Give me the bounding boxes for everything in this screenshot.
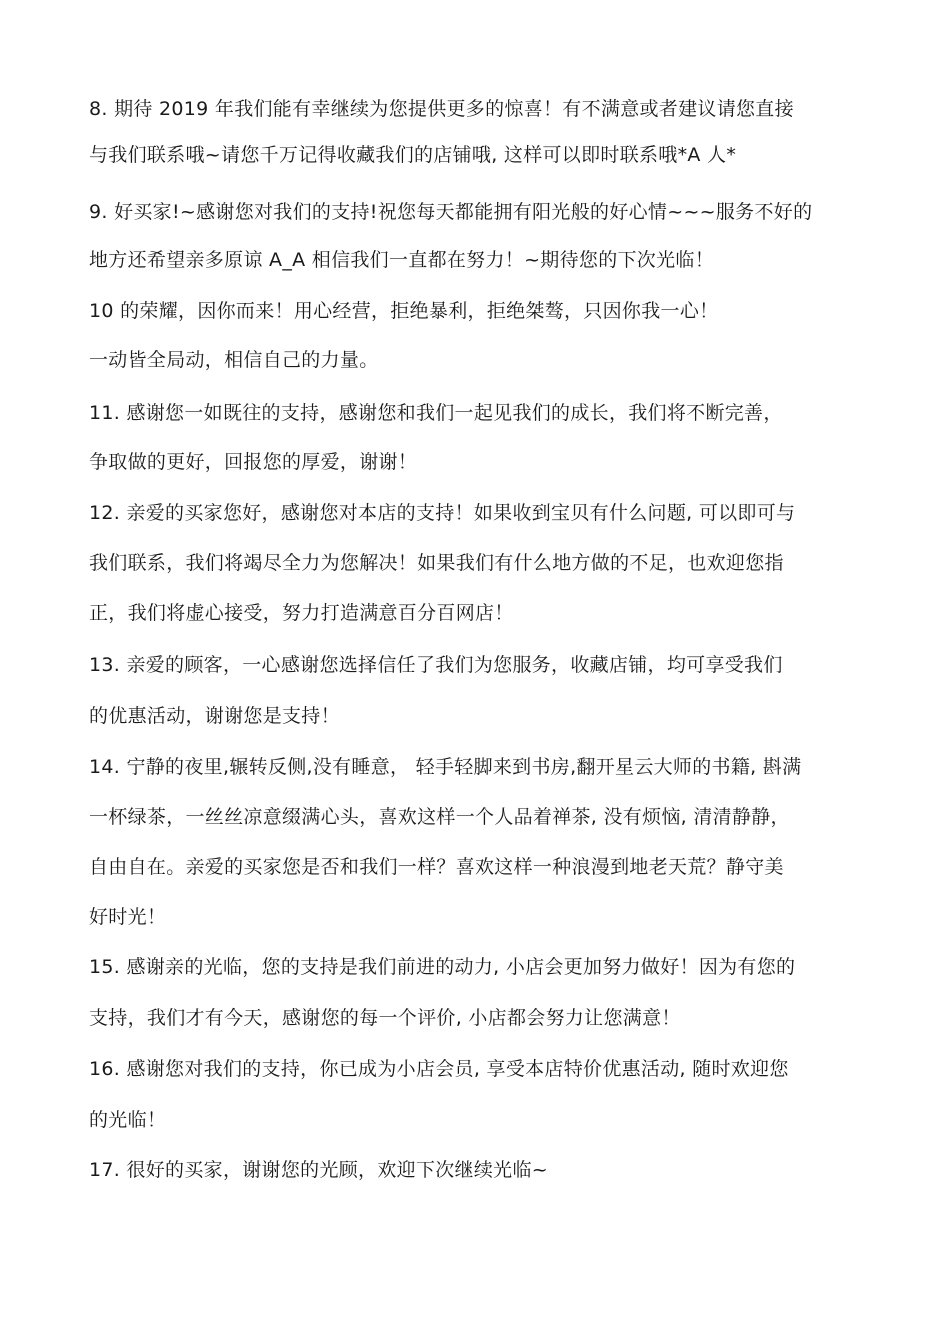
text-line: 正，我们将虚心接受，努力打造满意百分百网店！ [89, 602, 514, 624]
text-line: 16. 感谢您对我们的支持，你已成为小店会员, 享受本店特价优惠活动, 随时欢迎您 [89, 1058, 789, 1080]
text-line: 11. 感谢您一如既往的支持，感谢您和我们一起见我们的成长，我们将不断完善， [89, 402, 783, 424]
text-line: 自由自在。亲爱的买家您是否和我们一样？喜欢这样一种浪漫到地老天荒？静守美 [89, 856, 784, 878]
text-line: 12. 亲爱的买家您好，感谢您对本店的支持！如果收到宝贝有什么问题, 可以即可与 [89, 502, 796, 524]
text-line: 好时光！ [89, 906, 167, 928]
text-line: 17. 很好的买家，谢谢您的光顾，欢迎下次继续光临~ [89, 1159, 548, 1181]
text-line: 一杯绿茶，一丝丝凉意缀满心头，喜欢这样一个人品着禅茶, 没有烦恼, 清清静静， [89, 806, 790, 828]
text-line: 支持，我们才有今天，感谢您的每一个评价, 小店都会努力让您满意！ [89, 1007, 681, 1029]
text-line: 一动皆全局动，相信自己的力量。 [89, 349, 379, 371]
text-line: 我们联系，我们将竭尽全力为您解决！如果我们有什么地方做的不足，也欢迎您指 [89, 552, 784, 574]
text-line: 10 的荣耀，因你而来！用心经营，拒绝暴利，拒绝桀骜，只因你我一心！ [89, 300, 719, 322]
text-line: 8. 期待 2019 年我们能有幸继续为您提供更多的惊喜！有不满意或者建议请您直接 [89, 98, 794, 120]
text-line: 地方还希望亲多原谅 A_A 相信我们一直都在努力！~期待您的下次光临！ [89, 249, 714, 271]
text-line: 9. 好买家!~感谢您对我们的支持!祝您每天都能拥有阳光般的好心情~~~服务不好的 [89, 201, 813, 223]
text-line: 与我们联系哦~请您千万记得收藏我们的店铺哦, 这样可以即时联系哦*A 人* [89, 144, 737, 166]
text-line: 14. 宁静的夜里,辗转反侧,没有睡意， 轻手轻脚来到书房,翻开星云大师的书籍, 斟满 [89, 756, 802, 778]
text-line: 的光临！ [89, 1109, 167, 1131]
text-line: 争取做的更好，回报您的厚爱，谢谢！ [89, 451, 418, 473]
text-line: 13. 亲爱的顾客，一心感谢您选择信任了我们为您服务，收藏店铺，均可享受我们 [89, 654, 783, 676]
text-line: 15. 感谢亲的光临，您的支持是我们前进的动力, 小店会更加努力做好！因为有您的 [89, 956, 796, 978]
text-line: 的优惠活动，谢谢您是支持！ [89, 705, 340, 727]
